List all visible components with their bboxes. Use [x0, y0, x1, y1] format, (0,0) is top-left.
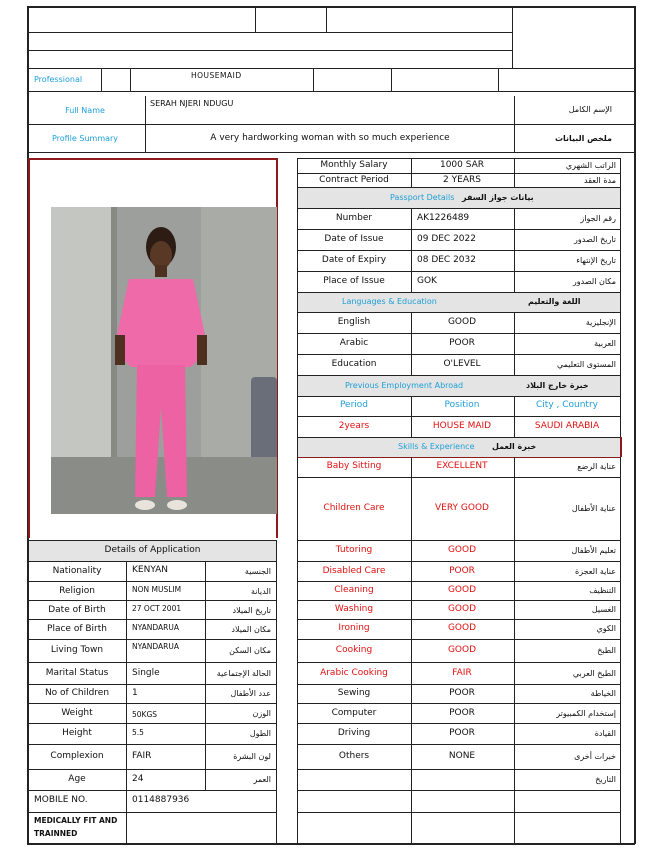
skill-label: Others: [338, 751, 370, 761]
full-name-value: SERAH NJERI NDUGU: [150, 99, 234, 108]
employment-col-country: City , Country: [536, 400, 598, 410]
app-value: 50KGS: [132, 710, 158, 719]
passport-value: AK1226489: [417, 213, 470, 223]
passport-label-ar: تاريخ الإنتهاء: [576, 256, 616, 265]
profile-summary-value: A very hardworking woman with so much experience: [210, 133, 450, 143]
passport-label-ar: مكان الصدور: [572, 277, 616, 286]
skill-value: GOOD: [447, 645, 477, 655]
employment-heading-ar: خبرة خارج البلاد: [526, 381, 589, 390]
date-label-ar: التاريخ: [595, 775, 616, 784]
app-label-ar: الديانة: [250, 587, 271, 596]
employment-col-position: Position: [444, 400, 480, 410]
passport-heading: Passport Details: [390, 193, 455, 202]
skill-label-ar: تعليم الأطفال: [571, 546, 616, 555]
skill-label: Arabic Cooking: [320, 668, 388, 678]
app-label: Weight: [61, 708, 93, 718]
skill-label: Driving: [337, 728, 371, 738]
app-label: Place of Birth: [47, 624, 107, 634]
skill-label: Cooking: [335, 645, 373, 655]
skill-label: Washing: [334, 604, 374, 614]
skill-value: POOR: [449, 708, 475, 718]
contract-value: 2 YEARS: [443, 175, 481, 185]
skill-label-ar: الكوي: [596, 624, 616, 633]
passport-label: Place of Issue: [323, 276, 385, 286]
skill-label: Children Care: [323, 503, 385, 513]
skill-value: VERY GOOD: [435, 503, 489, 513]
full-name-label: Full Name: [65, 106, 105, 115]
app-label-ar: الجنسية: [244, 567, 271, 576]
skill-label: Computer: [331, 708, 377, 718]
app-value: FAIR: [132, 751, 152, 761]
app-label-ar: مكان الميلاد: [231, 625, 271, 634]
skill-value: GOOD: [447, 604, 477, 614]
contract-label-ar: مدة العقد: [584, 176, 616, 185]
passport-label-ar: تاريخ الصدور: [574, 235, 616, 244]
salary-label: Monthly Salary: [320, 160, 388, 170]
education-value: O'LEVEL: [443, 359, 481, 369]
candidate-photo: [51, 207, 277, 514]
education-label: Education: [331, 359, 377, 369]
language-label-ar: الإنجليزية: [585, 318, 616, 327]
skill-value: GOOD: [447, 545, 477, 555]
app-label-ar: الوزن: [252, 709, 271, 718]
language-value: POOR: [449, 338, 475, 348]
profile-summary-label-ar: ملخص البيانات: [554, 134, 612, 143]
app-value: Single: [132, 668, 160, 678]
skills-heading-ar: خبرة العمل: [492, 442, 537, 451]
app-label: Religion: [59, 586, 95, 596]
language-label: English: [337, 317, 371, 327]
app-label: Marital Status: [45, 668, 109, 678]
skill-label: Cleaning: [334, 585, 374, 595]
passport-label: Date of Expiry: [321, 255, 387, 265]
app-label-ar: لون البشرة: [233, 752, 271, 761]
skill-label-ar: الخياطة: [590, 689, 616, 698]
skill-label-ar: عناية الرضع: [577, 462, 616, 471]
skill-value: POOR: [449, 688, 475, 698]
skill-label-ar: إستخدام الكمبيوتر: [556, 709, 616, 718]
skill-label: Baby Sitting: [326, 461, 382, 471]
medical-status-line2: TRAINNED: [34, 829, 78, 838]
app-label: Complexion: [50, 751, 104, 761]
app-label-ar: تاريخ الميلاد: [232, 606, 271, 615]
app-value: 5.5: [132, 728, 144, 737]
skills-heading: Skills & Experience: [398, 442, 475, 451]
skill-value: FAIR: [452, 668, 472, 678]
app-label-ar: الطول: [249, 729, 271, 738]
employment-heading: Previous Employment Abroad: [345, 381, 464, 390]
skill-value: GOOD: [447, 623, 477, 633]
app-value: NYANDARUA: [132, 642, 179, 651]
app-value: KENYAN: [132, 565, 169, 575]
profession-label: Professional: [34, 75, 83, 84]
skill-label: Tutoring: [335, 545, 373, 555]
employment-country: SAUDI ARABIA: [534, 421, 600, 431]
salary-label-ar: الراتب الشهري: [565, 161, 616, 170]
app-label-ar: الحالة الإجتماعية: [216, 669, 271, 678]
employment-period: 2years: [338, 421, 370, 431]
app-label-ar: العمر: [253, 775, 271, 784]
app-value: 27 OCT 2001: [132, 604, 182, 613]
app-label: Date of Birth: [48, 605, 106, 615]
languages-heading-ar: اللغة والتعليم: [528, 297, 581, 306]
full-name-label-ar: الإسم الكامل: [568, 105, 612, 114]
app-value: 24: [132, 774, 144, 784]
app-label: Height: [62, 728, 92, 738]
app-label: Age: [68, 774, 86, 784]
passport-label: Date of Issue: [324, 234, 384, 244]
passport-label: Number: [335, 213, 373, 223]
medical-status-line1: MEDICALLY FIT AND: [34, 816, 118, 825]
skill-label-ar: الطبخ العربي: [572, 669, 616, 678]
passport-heading-band: [298, 188, 620, 208]
app-value: 1: [132, 688, 138, 698]
skill-value: EXCELLENT: [436, 461, 488, 471]
skill-label-ar: عناية العجزة: [575, 567, 616, 576]
skill-value: NONE: [448, 751, 476, 761]
skill-label-ar: الغسيل: [591, 605, 616, 614]
profile-summary-label: Profile Summary: [51, 134, 119, 143]
skill-label: Disabled Care: [322, 566, 386, 576]
language-value: GOOD: [447, 317, 477, 327]
application-heading: Details of Application: [104, 545, 201, 555]
app-value: NYANDARUA: [132, 623, 179, 632]
skill-label: Sewing: [337, 688, 371, 698]
employment-col-period: Period: [339, 400, 369, 410]
passport-heading-ar: بيانات جواز السفر: [462, 193, 534, 202]
skill-label-ar: التنظيف: [589, 586, 616, 595]
passport-value: 08 DEC 2032: [417, 255, 476, 265]
skill-label-ar: الطبخ: [597, 646, 616, 655]
education-label-ar: المستوى التعليمي: [556, 360, 616, 369]
app-label: Living Town: [50, 645, 104, 655]
app-label-ar: مكان السكن: [229, 646, 271, 655]
skill-label-ar: القيادة: [594, 729, 616, 738]
skill-label-ar: عناية الأطفال: [571, 504, 616, 513]
contract-label: Contract Period: [319, 175, 389, 185]
app-label-ar: عدد الأطفال: [230, 689, 271, 698]
skill-value: POOR: [449, 728, 475, 738]
passport-value: GOK: [417, 276, 437, 286]
skill-value: POOR: [449, 566, 475, 576]
skill-label-ar: خبرات أخرى: [574, 752, 616, 761]
passport-value: 09 DEC 2022: [417, 234, 476, 244]
language-label-ar: العربية: [594, 339, 616, 348]
languages-heading: Languages & Education: [342, 297, 437, 306]
language-label: Arabic: [339, 338, 369, 348]
salary-value: 1000 SAR: [439, 160, 485, 170]
profession-value: HOUSEMAID: [191, 71, 242, 80]
employment-position: HOUSE MAID: [432, 421, 492, 431]
skill-value: GOOD: [447, 585, 477, 595]
skill-label: Ironing: [338, 623, 370, 633]
mobile-label: MOBILE NO.: [34, 795, 88, 805]
app-label: Nationality: [52, 566, 102, 576]
app-value: NON MUSLIM: [132, 585, 182, 594]
mobile-value: 0114887936: [132, 795, 190, 805]
passport-label-ar: رقم الجواز: [580, 214, 616, 223]
app-label: No of Children: [44, 688, 110, 698]
